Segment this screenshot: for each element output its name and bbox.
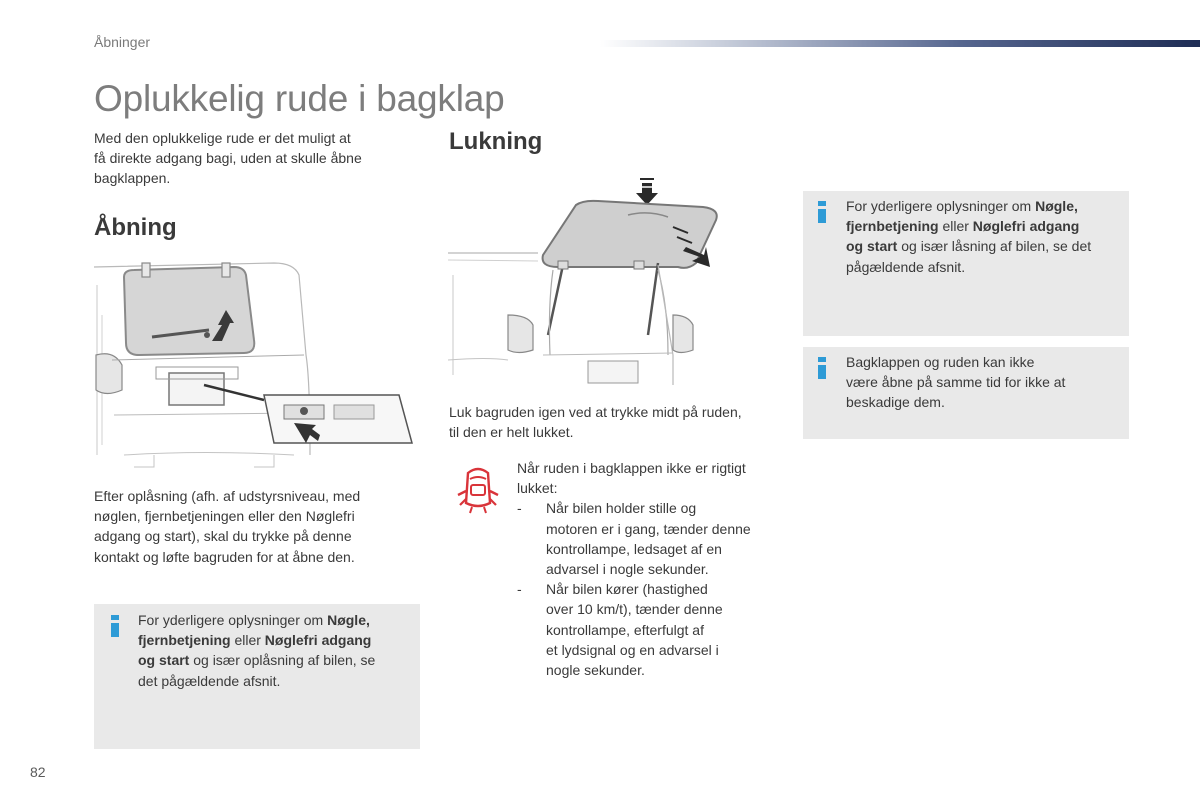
locking-info-text: For yderligere oplysninger om Nøgle, fjernbetjening eller Nøglefri adgang og start og især låsning af bilen, se det pågældende afsnit. <box>846 198 1092 275</box>
list-line: kontrollampe, efterfulgt af <box>546 621 704 638</box>
list-line: nogle sekunder. <box>546 662 645 679</box>
warning-list-item <box>517 498 787 579</box>
list-line: et lydsignal og en advarsel i <box>546 641 719 658</box>
closing-illustration <box>448 175 778 390</box>
intro-line: bagklappen. <box>94 170 171 187</box>
section-label: Åbninger <box>94 34 151 50</box>
list-dash: - <box>517 581 522 598</box>
warning-list-item <box>517 579 787 680</box>
opening-info-text: For yderligere oplysninger om Nøgle, fjernbetjening eller Nøglefri adgang og start og især oplåsning af bilen, se det pågældende afsnit. <box>138 612 376 689</box>
opening-heading: Åbning <box>94 214 177 241</box>
list-line: Når bilen kører (hastighed <box>546 581 708 598</box>
warning-intro: lukket: <box>517 480 558 497</box>
tailgate-open-warning-icon <box>456 463 500 515</box>
closing-line: Luk bagruden igen ved at trykke midt på ruden, <box>449 404 742 420</box>
intro-line: få direkte adgang bagi, uden at skulle åbne <box>94 150 362 167</box>
opening-illustration <box>94 255 419 475</box>
locking-info-box <box>803 191 1129 336</box>
closing-heading: Lukning <box>449 128 543 155</box>
list-line: advarsel i nogle sekunder. <box>546 561 709 578</box>
list-line: over 10 km/t), tænder denne <box>546 601 723 618</box>
tailgate-info-text: Bagklappen og ruden kan ikke være åbne på samme tid for ikke at beskadige dem. <box>846 354 1066 411</box>
opening-line: kontakt og løfte bagruden for at åbne den. <box>94 548 355 565</box>
closing-paragraph <box>449 402 779 442</box>
closing-line: til den er helt lukket. <box>449 424 574 441</box>
list-line: Når bilen holder stille og <box>546 500 697 517</box>
opening-line: Efter oplåsning (afh. af udstyrsniveau, med <box>94 488 361 504</box>
header-gradient-bar <box>600 40 1200 47</box>
page-title: Oplukkelig rude i bagklap <box>94 78 505 119</box>
info-icon <box>818 201 826 223</box>
warning-text <box>517 458 787 680</box>
info-icon <box>111 615 119 637</box>
opening-paragraph <box>94 486 414 567</box>
page-number: 82 <box>30 764 46 780</box>
intro-line: Med den oplukkelige rude er det muligt at <box>94 130 351 146</box>
opening-line: nøglen, fjernbetjeningen eller den Nøglefri <box>94 508 355 525</box>
list-line: kontrollampe, ledsaget af en <box>546 540 722 557</box>
info-icon <box>818 357 826 379</box>
tailgate-info-box <box>803 347 1129 439</box>
intro-paragraph <box>94 128 414 189</box>
warning-intro: Når ruden i bagklappen ikke er rigtigt <box>517 460 746 476</box>
list-dash: - <box>517 500 522 517</box>
opening-info-box <box>94 604 420 749</box>
opening-line: adgang og start), skal du trykke på denne <box>94 528 352 545</box>
list-line: motoren er i gang, tænder denne <box>546 520 751 537</box>
